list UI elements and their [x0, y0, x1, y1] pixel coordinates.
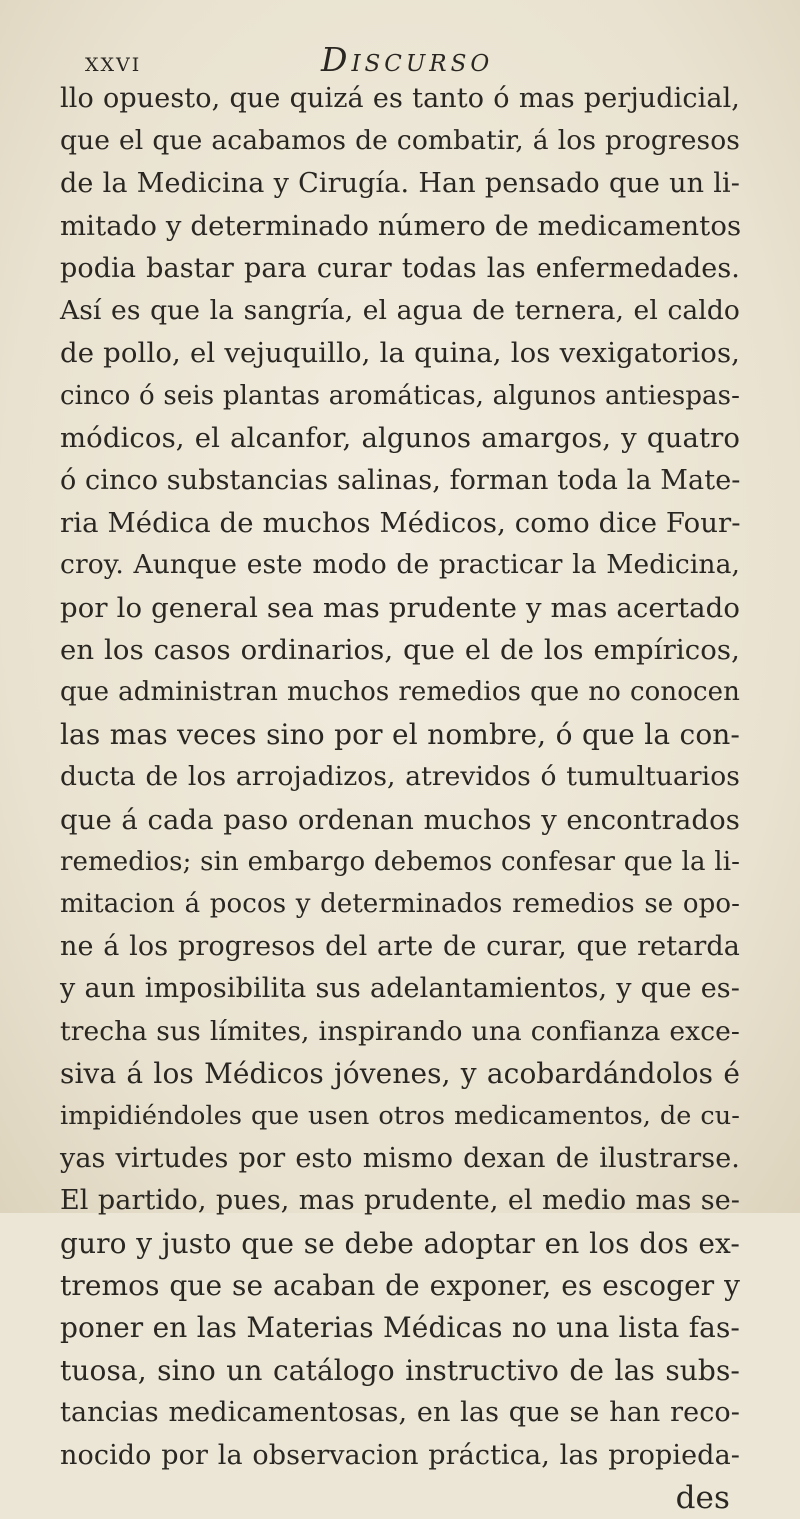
text-line: tremos que se acaban de exponer, es escoger y: [60, 1268, 740, 1302]
text-line: módicos, el alcanfor, algunos amargos, y quatro: [60, 422, 740, 455]
text-line: nocido por la observacion práctica, las propieda-: [60, 1439, 740, 1471]
text-line: las mas veces sino por el nombre, ó que la con-: [60, 717, 740, 751]
text-line: tuosa, sino un catálogo instructivo de las subs-: [60, 1353, 740, 1387]
text-line: cinco ó seis plantas aromáticas, algunos antiespas-: [60, 380, 740, 411]
text-line: de la Medicina y Cirugía. Han pensado que un li-: [60, 167, 740, 199]
text-line: por lo general sea mas prudente y mas acertado: [60, 591, 740, 624]
running-head-rest: ISCURSO: [351, 51, 494, 77]
text-line: que á cada paso ordenan muchos y encontrados: [60, 803, 740, 836]
text-line: siva á los Médicos jóvenes, y acobardándolos é: [60, 1056, 740, 1090]
text-line: llo opuesto, que quizá es tanto ó mas perjudicial,: [60, 83, 740, 114]
text-line: trecha sus límites, inspirando una confianza exce-: [60, 1015, 740, 1047]
body-text: [60, 78, 740, 1519]
text-line: guro y justo que se debe adoptar en los dos ex-: [60, 1226, 740, 1260]
text-line: mitacion á pocos y determinados remedios se opo-: [60, 889, 740, 920]
text-line: ne á los progresos del arte de curar, que retarda: [60, 930, 740, 962]
catchword: des: [675, 1479, 730, 1516]
text-line: ducta de los arrojadizos, atrevidos ó tumultuarios: [60, 761, 740, 793]
text-line: podia bastar para curar todas las enfermedades.: [60, 252, 740, 284]
running-head-initial: D: [321, 40, 352, 79]
text-line: mitado y determinado número de medicamentos: [60, 210, 742, 243]
text-line: croy. Aunque este modo de practicar la Medicina,: [60, 549, 740, 581]
text-line: impidiéndoles que usen otros medicamentos, de cu-: [60, 1101, 740, 1132]
page-header: [85, 40, 725, 80]
text-line: que administran muchos remedios que no conocen: [60, 677, 740, 708]
page-number: XXVI: [85, 54, 142, 76]
running-head: [321, 40, 493, 79]
text-line: El partido, pues, mas prudente, el medio mas se-: [60, 1185, 740, 1217]
text-line: remedios; sin embargo debemos confesar que la li-: [60, 847, 740, 878]
text-line: de pollo, el vejuquillo, la quina, los vexigatorios,: [60, 337, 740, 370]
text-line: Así es que la sangría, el agua de ternera, el caldo: [60, 294, 740, 326]
text-line: ó cinco substancias salinas, forman toda la Mate-: [60, 464, 741, 496]
text-line: y aun imposibilita sus adelantamientos, y que es-: [60, 973, 740, 1005]
text-line: yas virtudes por esto mismo dexan de ilustrarse.: [60, 1142, 740, 1174]
text-line: ria Médica de muchos Médicos, como dice Four-: [60, 506, 741, 539]
text-line: tancias medicamentosas, en las que se han reco-: [60, 1397, 740, 1429]
text-line: que el que acabamos de combatir, á los progresos: [60, 125, 740, 157]
text-line: poner en las Materias Médicas no una lista fas-: [60, 1311, 740, 1345]
text-line: en los casos ordinarios, que el de los empíricos,: [60, 634, 740, 667]
